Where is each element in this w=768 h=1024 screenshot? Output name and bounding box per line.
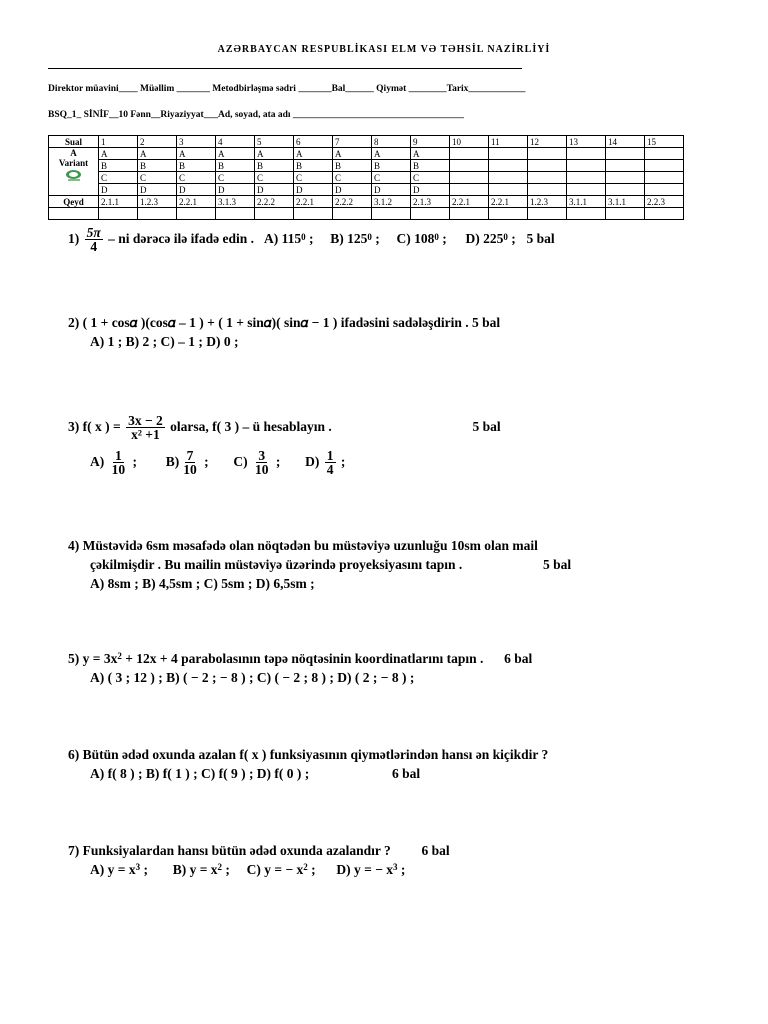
question-7 — [68, 841, 450, 879]
option-d: D) 225 — [465, 231, 504, 246]
table-row-blank — [49, 208, 684, 220]
options: A) f( 8 ) ; B) f( 1 ) ; C) f( 9 ) ; D) f( 0 ) ; — [90, 766, 310, 781]
table-row-options — [49, 160, 684, 172]
question-text: olarsa, f( 3 ) – ü hesablayın . — [170, 419, 332, 434]
question-number-cell: 10 — [450, 136, 489, 148]
blank-cell — [177, 208, 216, 220]
staff-signature-line: Direktor müavini____ Müəllim _______ Metodbirləşmə sədri _______Bal______ Qiymət ________Tarix____________ — [48, 84, 526, 94]
blank-cell — [645, 208, 684, 220]
question-number-cell: 11 — [489, 136, 528, 148]
option-cell: A — [99, 148, 138, 160]
question-number-cell: 9 — [411, 136, 450, 148]
question-number: 2) — [68, 315, 80, 330]
qeyd-code-cell: 2.1.3 — [411, 196, 450, 208]
option-cell: A — [255, 148, 294, 160]
qeyd-code-cell: 1.2.3 — [528, 196, 567, 208]
option-cell: C — [177, 172, 216, 184]
qeyd-code-cell: 2.1.1 — [99, 196, 138, 208]
option-cell: A — [216, 148, 255, 160]
question-6 — [68, 745, 548, 783]
question-3: 3) f( x ) = $\frac{3x - 2}{\text{x² +1}}$ olarsa, f( 3 ) – ü hesablayın . 5 bal A) $\frac{1}{10}$ ; B) $\frac{7}{10}$ ; C) $\frac{3}{10}$ ; D) $\frac{1}{4}$ ; — [68, 413, 501, 478]
option-cell — [606, 172, 645, 184]
points: 6 bal — [421, 843, 450, 858]
qeyd-code-cell: 2.2.1 — [177, 196, 216, 208]
option-cell — [567, 148, 606, 160]
question-number: 4) — [68, 538, 80, 553]
question-number-cell: 12 — [528, 136, 567, 148]
student-info-line: BSQ_1_ SİNİF__10 Fənn__Riyaziyyat___Ad, soyad, ata adı ____________________________________ — [48, 110, 464, 120]
blank-cell — [372, 208, 411, 220]
qeyd-code-cell: 2.2.1 — [450, 196, 489, 208]
option-cell: C — [255, 172, 294, 184]
question-number: 7) — [68, 843, 80, 858]
option-cell — [645, 148, 684, 160]
option-d: D) y = − $x^3$ ; — [336, 862, 406, 877]
points: 6 bal — [504, 651, 533, 666]
option-cell — [567, 184, 606, 196]
blank-cell — [216, 208, 255, 220]
points: 5 bal — [543, 557, 572, 572]
question-text: – ni dərəcə ilə ifadə edin . — [104, 231, 254, 246]
blank-cell — [528, 208, 567, 220]
option-c: C) $\frac{3}{10}$ ; — [233, 448, 281, 478]
option-cell: A — [372, 148, 411, 160]
question-text: Funksiyalardan hansı bütün ədəd oxunda azalandır ? — [82, 843, 391, 858]
qeyd-code-cell: 3.1.3 — [216, 196, 255, 208]
option-b: B) 125 — [330, 231, 368, 246]
qeyd-label: Qeyd — [49, 196, 99, 208]
blank-cell — [99, 208, 138, 220]
option-cell: D — [99, 184, 138, 196]
points: 5 bal — [526, 231, 555, 246]
fraction: $\frac{5\pi}{4}$ — [86, 225, 101, 255]
options: A) ( 3 ; 12 ) ; B) ( − 2 ; − 8 ) ; C) ( − 2 ; 8 ) ; D) ( 2 ; − 8 ) ; — [90, 670, 415, 685]
option-cell — [489, 160, 528, 172]
table-row-options — [49, 172, 684, 184]
option-cell: B — [216, 160, 255, 172]
blank-cell — [333, 208, 372, 220]
qeyd-code-cell: 3.1.2 — [372, 196, 411, 208]
option-cell: A — [177, 148, 216, 160]
option-cell — [567, 160, 606, 172]
answer-table — [48, 135, 684, 220]
question-text-line-2: çəkilmişdir . Bu mailin müstəviyə üzərində proyeksiyasını tapın . — [90, 557, 463, 572]
option-a: A) $\frac{1}{10}$ ; — [90, 448, 137, 478]
option-cell: B — [333, 160, 372, 172]
question-number-cell: 8 — [372, 136, 411, 148]
question-text: ( 1 + cos𝛼 )(cos𝛼 – 1 ) + ( 1 + sin𝛼)( sin𝛼 − 1 ) ifadəsini sadələşdirin . 5 bal — [82, 315, 501, 330]
option-cell: A — [138, 148, 177, 160]
options: A) 8sm ; B) 4,5sm ; C) 5sm ; D) 6,5sm ; — [90, 576, 315, 591]
blank-cell — [606, 208, 645, 220]
question-text: Bütün ədəd oxunda azalan f( x ) funksiyasının qiymətlərindən hansı ən kiçikdir ? — [82, 747, 549, 762]
question-number: 6) — [68, 747, 80, 762]
option-cell — [450, 172, 489, 184]
option-cell: B — [372, 160, 411, 172]
qeyd-code-cell: 2.2.1 — [294, 196, 333, 208]
blank-cell — [567, 208, 606, 220]
question-number-cell: 2 — [138, 136, 177, 148]
option-cell: D — [372, 184, 411, 196]
option-cell: D — [411, 184, 450, 196]
option-cell: D — [333, 184, 372, 196]
option-cell: B — [294, 160, 333, 172]
option-cell: B — [411, 160, 450, 172]
table-row-questions — [49, 136, 684, 148]
question-number-cell: 5 — [255, 136, 294, 148]
question-text-line-1: Müstəvidə 6sm məsafədə olan nöqtədən bu müstəviyə uzunluğu 10sm olan mail — [82, 538, 538, 553]
equation: $y = 3x^2 + 12x + 4$ — [82, 651, 178, 666]
qeyd-code-cell: 3.1.1 — [567, 196, 606, 208]
variant-letter: A — [70, 148, 77, 158]
option-cell — [528, 184, 567, 196]
question-number: 1) — [68, 231, 80, 246]
fraction: $\frac{3x - 2}{\text{x² +1}}$ — [128, 413, 163, 443]
question-number-cell: 15 — [645, 136, 684, 148]
question-number-cell: 4 — [216, 136, 255, 148]
question-number-cell: 6 — [294, 136, 333, 148]
question-number-cell: 3 — [177, 136, 216, 148]
option-cell — [645, 160, 684, 172]
qeyd-code-cell: 2.2.3 — [645, 196, 684, 208]
blank-cell — [489, 208, 528, 220]
option-cell: A — [333, 148, 372, 160]
option-cell — [450, 148, 489, 160]
question-number-cell: 1 — [99, 136, 138, 148]
option-c: C) 108 — [396, 231, 435, 246]
question-1: 1) $\frac{5\pi}{4}$ – ni dərəcə ilə ifadə edin . A) $115^0$ ; B) $125^0$ ; C) $108^0$ ; D) $225^0$ ; 5 bal — [68, 225, 555, 255]
qeyd-code-cell: 2.2.1 — [489, 196, 528, 208]
blank-cell — [411, 208, 450, 220]
blank-cell — [138, 208, 177, 220]
table-row-options — [49, 148, 684, 160]
option-cell: D — [138, 184, 177, 196]
option-cell: C — [372, 172, 411, 184]
variant-cell — [49, 148, 99, 196]
question-number-cell: 13 — [567, 136, 606, 148]
option-cell — [606, 184, 645, 196]
option-cell: D — [177, 184, 216, 196]
option-cell — [450, 184, 489, 196]
option-cell: B — [177, 160, 216, 172]
option-cell: C — [216, 172, 255, 184]
option-cell: B — [138, 160, 177, 172]
option-cell: B — [255, 160, 294, 172]
option-cell: C — [294, 172, 333, 184]
option-cell — [450, 160, 489, 172]
option-cell: A — [411, 148, 450, 160]
option-d: D) $\frac{1}{4}$ ; — [305, 448, 346, 478]
option-cell — [567, 172, 606, 184]
qeyd-code-cell: 2.2.2 — [255, 196, 294, 208]
option-c: C) y = − $x^2$ ; — [246, 862, 316, 877]
question-text: parabolasının təpə nöqtəsinin koordinatlarını tapın . — [177, 651, 484, 666]
option-cell — [606, 148, 645, 160]
option-cell: D — [216, 184, 255, 196]
option-cell — [528, 148, 567, 160]
points: 6 bal — [392, 766, 421, 781]
blank-cell — [49, 208, 99, 220]
blank-cell — [450, 208, 489, 220]
blank-cell — [294, 208, 333, 220]
option-cell: D — [294, 184, 333, 196]
option-cell — [489, 148, 528, 160]
option-cell — [606, 160, 645, 172]
header-rule — [48, 68, 522, 69]
question-5 — [68, 649, 532, 687]
question-number-cell: 7 — [333, 136, 372, 148]
sual-label: Sual — [49, 136, 99, 148]
option-cell: C — [411, 172, 450, 184]
options: A) 1 ; B) 2 ; C) – 1 ; D) 0 ; — [90, 334, 239, 349]
qeyd-code-cell: 2.2.2 — [333, 196, 372, 208]
question-number: 3) — [68, 419, 80, 434]
option-cell — [528, 160, 567, 172]
option-cell — [489, 172, 528, 184]
qeyd-code-cell: 3.1.1 — [606, 196, 645, 208]
option-cell — [645, 172, 684, 184]
question-number: 5) — [68, 651, 80, 666]
table-row-qeyd — [49, 196, 684, 208]
qeyd-code-cell: 1.2.3 — [138, 196, 177, 208]
option-cell: A — [294, 148, 333, 160]
option-cell — [528, 172, 567, 184]
question-number-cell: 14 — [606, 136, 645, 148]
option-cell: C — [138, 172, 177, 184]
option-cell: B — [99, 160, 138, 172]
option-b: B) $\frac{7}{10}$ ; — [165, 448, 209, 478]
option-a: A) 115 — [264, 231, 302, 246]
option-cell: C — [333, 172, 372, 184]
ministry-logo-icon — [64, 169, 84, 182]
option-cell — [489, 184, 528, 196]
option-b: B) $y = x^2$ ; — [172, 862, 230, 877]
question-2 — [68, 313, 500, 351]
ministry-title: AZƏRBAYCAN RESPUBLİKASI ELM VƏ TƏHSİL NAZİRLİYİ — [217, 44, 551, 55]
blank-cell — [255, 208, 294, 220]
table-row-options — [49, 184, 684, 196]
option-cell — [645, 184, 684, 196]
question-4 — [68, 536, 571, 593]
option-a: A) $y = x^3$ ; — [90, 862, 148, 877]
option-cell: D — [255, 184, 294, 196]
variant-label: Variant — [58, 158, 89, 168]
option-cell: C — [99, 172, 138, 184]
points: 5 bal — [472, 419, 501, 434]
